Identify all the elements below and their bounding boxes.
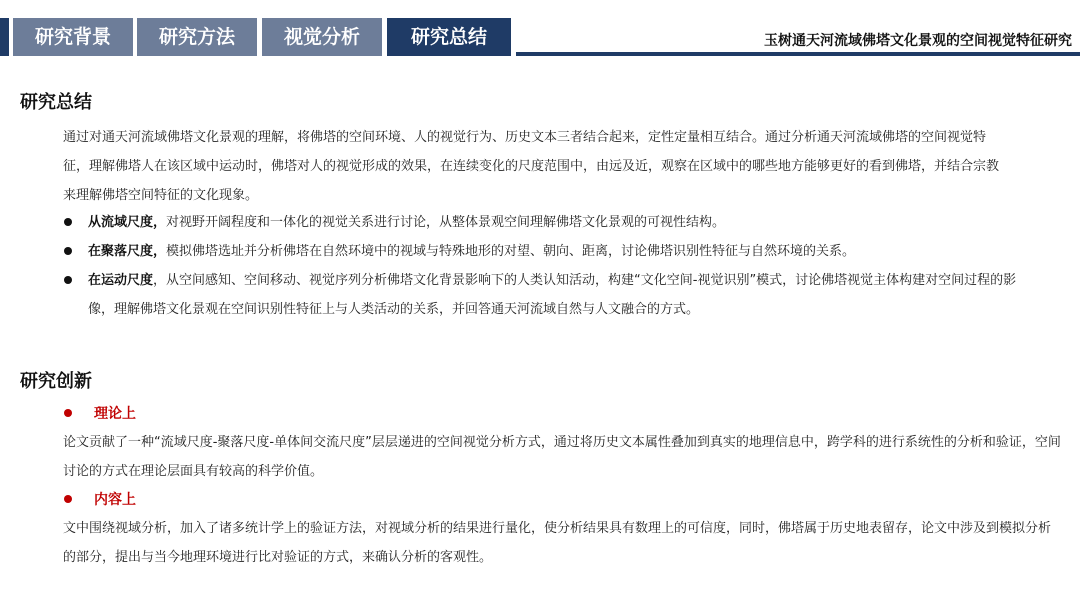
red-bullet-icon xyxy=(64,495,72,503)
bullet-body: ，从空间感知、空间移动、视觉序列分析佛塔文化背景影响下的人类认知活动，构建“文化空间-视觉识别”模式，讨论佛塔视觉主体构建对空间过程的影像，理解佛塔文化景观在空间识别性特征上与人类活动的关系，并回答通天河流域自然与人文融合的方式。 xyxy=(88,273,1017,317)
bullet-lead: 在运动尺度 xyxy=(88,273,154,288)
bullet-icon xyxy=(64,247,72,255)
tab-research-summary[interactable]: 研究总结 xyxy=(387,18,511,56)
bullet-lead: 在聚落尺度， xyxy=(88,244,167,259)
bullet-body: 对视野开阔程度和一体化的视觉关系进行讨论，从整体景观空间理解佛塔文化景观的可视性结构。 xyxy=(166,215,726,230)
bullet-lead: 从流域尺度， xyxy=(88,215,167,230)
header-underline xyxy=(516,52,1080,56)
red-bullet-icon xyxy=(64,409,72,417)
innovation-theory-text: 论文贡献了一种“流域尺度-聚落尺度-单体间交流尺度”层层递进的空间视觉分析方式，通过将历史文本属性叠加到真实的地理信息中，跨学科的进行系统性的分析和验证，空间讨论的方式在理论层面具有较高的科学价值。 xyxy=(63,435,1061,479)
summary-heading: 研究总结 xyxy=(20,92,92,113)
bullet-icon xyxy=(64,218,72,226)
bullet-icon xyxy=(64,276,72,284)
summary-bullet-2 xyxy=(88,237,1028,266)
tab-research-method[interactable]: 研究方法 xyxy=(137,18,257,56)
header-title: 玉树通天河流域佛塔文化景观的空间视觉特征研究 xyxy=(764,33,1072,49)
innovation-heading: 研究创新 xyxy=(20,371,92,392)
summary-intro: 通过对通天河流域佛塔文化景观的理解，将佛塔的空间环境、人的视觉行为、历史文本三者结合起来，定性定量相互结合。通过分析通天河流域佛塔的空间视觉特征，理解佛塔人在该区域中运动时，佛塔对人的视觉形成的效果，在连续变化的尺度范围中，由远及近，观察在区域中的哪些地方能够更好的看到佛塔，并结合宗教来理解佛塔空间特征的文化现象。 xyxy=(63,130,1000,203)
summary-bullet-1 xyxy=(88,208,1028,237)
summary-bullet-3 xyxy=(88,266,1028,324)
innovation-content-title: 内容上 xyxy=(94,492,136,508)
bullet-body: 模拟佛塔选址并分析佛塔在自然环境中的视域与特殊地形的对望、朝向、距离，讨论佛塔识别性特征与自然环境的关系。 xyxy=(166,244,856,259)
tab-visual-analysis[interactable]: 视觉分析 xyxy=(262,18,382,56)
innovation-content-text: 文中围绕视域分析，加入了诸多统计学上的验证方法，对视域分析的结果进行量化，使分析结果具有数理上的可信度，同时，佛塔属于历史地表留存，论文中涉及到模拟分析的部分，提出与当今地理环境进行比对验证的方式，来确认分析的客观性。 xyxy=(63,521,1052,565)
tab-research-background[interactable]: 研究背景 xyxy=(13,18,133,56)
innovation-theory-title: 理论上 xyxy=(94,406,136,422)
nav-left-accent xyxy=(0,18,9,56)
